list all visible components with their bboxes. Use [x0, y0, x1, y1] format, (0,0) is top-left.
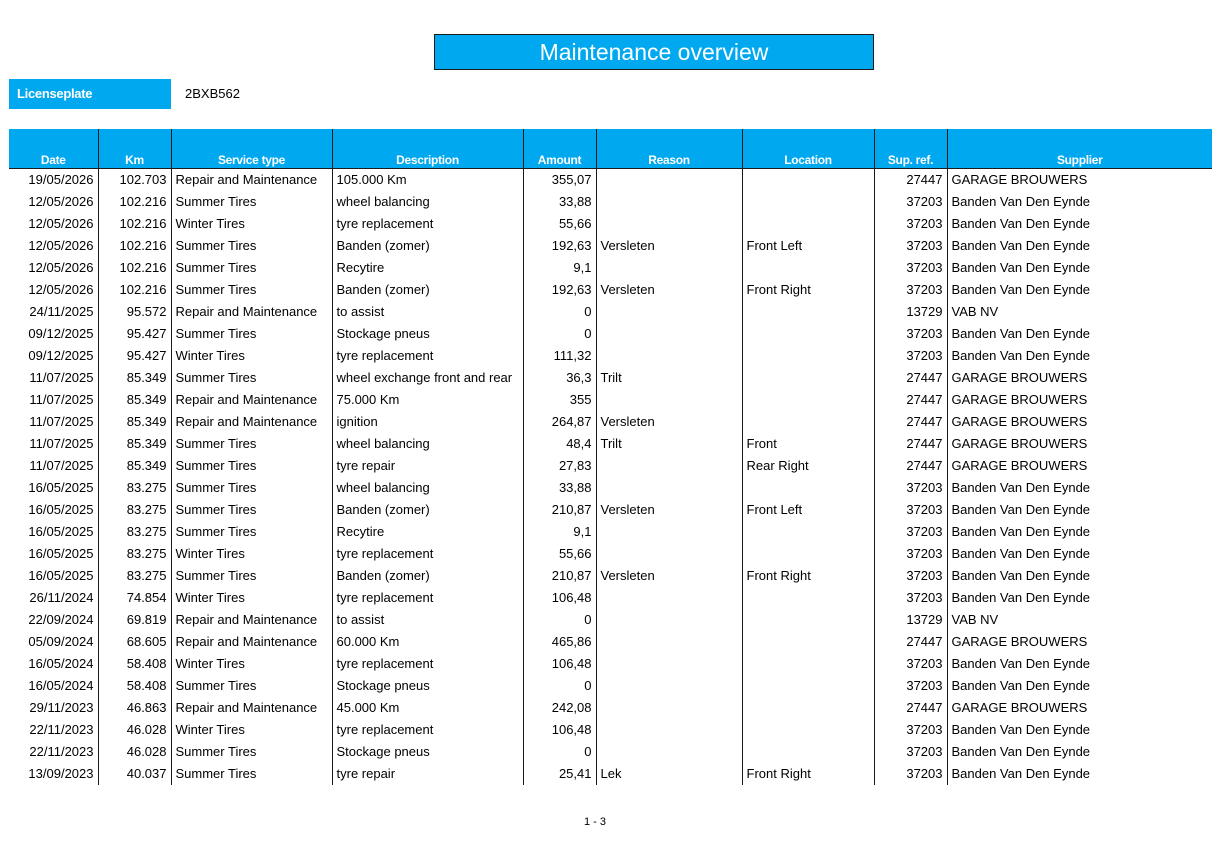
cell-supplier: Banden Van Den Eynde — [947, 719, 1212, 741]
license-plate-label: Licenseplate — [9, 79, 171, 109]
cell-reason — [596, 675, 742, 697]
cell-amount: 0 — [523, 741, 596, 763]
cell-reason — [596, 587, 742, 609]
table-row — [9, 169, 1212, 192]
cell-sup-ref: 37203 — [874, 675, 947, 697]
cell-description: wheel balancing — [332, 433, 523, 455]
cell-sup-ref: 37203 — [874, 763, 947, 785]
table-row — [9, 741, 1212, 763]
cell-sup-ref: 37203 — [874, 257, 947, 279]
cell-sup-ref: 37203 — [874, 213, 947, 235]
cell-km: 83.275 — [98, 543, 171, 565]
cell-service-type: Repair and Maintenance — [171, 411, 332, 433]
cell-description: wheel balancing — [332, 191, 523, 213]
column-header-amount: Amount — [523, 129, 596, 169]
cell-sup-ref: 27447 — [874, 411, 947, 433]
cell-location — [742, 301, 874, 323]
cell-amount: 55,66 — [523, 543, 596, 565]
column-header-sup-ref: Sup. ref. — [874, 129, 947, 169]
cell-date: 12/05/2026 — [28, 194, 94, 209]
cell-description: tyre replacement — [332, 653, 523, 675]
cell-km: 102.216 — [98, 257, 171, 279]
cell-reason — [596, 719, 742, 741]
cell-km: 102.216 — [98, 279, 171, 301]
cell-description: Recytire — [332, 521, 523, 543]
cell-amount: 210,87 — [523, 499, 596, 521]
cell-supplier: GARAGE BROUWERS — [947, 389, 1212, 411]
cell-supplier: VAB NV — [947, 609, 1212, 631]
cell-km: 69.819 — [98, 609, 171, 631]
cell-km: 85.349 — [98, 433, 171, 455]
cell-reason — [596, 741, 742, 763]
cell-description: Banden (zomer) — [332, 235, 523, 257]
cell-km: 83.275 — [98, 521, 171, 543]
cell-amount: 106,48 — [523, 653, 596, 675]
page-number: 1 - 3 — [583, 816, 606, 828]
cell-date: 19/05/2026 — [28, 172, 94, 187]
table-row — [9, 543, 1212, 565]
cell-supplier: GARAGE BROUWERS — [947, 631, 1212, 653]
cell-service-type: Summer Tires — [171, 279, 332, 301]
cell-supplier: Banden Van Den Eynde — [947, 235, 1212, 257]
cell-service-type: Repair and Maintenance — [171, 389, 332, 411]
cell-sup-ref: 37203 — [874, 741, 947, 763]
cell-location — [742, 697, 874, 719]
table-row — [9, 455, 1212, 477]
cell-description: 75.000 Km — [332, 389, 523, 411]
cell-km: 40.037 — [98, 763, 171, 785]
table-row — [9, 279, 1212, 301]
cell-supplier: Banden Van Den Eynde — [947, 257, 1212, 279]
cell-description: tyre repair — [332, 455, 523, 477]
cell-sup-ref: 27447 — [874, 697, 947, 719]
table-row — [9, 411, 1212, 433]
cell-km: 102.216 — [98, 213, 171, 235]
cell-amount: 106,48 — [523, 719, 596, 741]
cell-km: 85.349 — [98, 389, 171, 411]
cell-date: 22/11/2023 — [29, 744, 94, 759]
cell-service-type: Summer Tires — [171, 191, 332, 213]
cell-amount: 33,88 — [523, 191, 596, 213]
cell-amount: 264,87 — [523, 411, 596, 433]
cell-supplier: Banden Van Den Eynde — [947, 741, 1212, 763]
cell-location — [742, 631, 874, 653]
cell-sup-ref: 27447 — [874, 455, 947, 477]
cell-description: Banden (zomer) — [332, 565, 523, 587]
cell-amount: 242,08 — [523, 697, 596, 719]
cell-sup-ref: 27447 — [874, 367, 947, 389]
cell-supplier: Banden Van Den Eynde — [947, 345, 1212, 367]
cell-sup-ref: 37203 — [874, 719, 947, 741]
table-row — [9, 389, 1212, 411]
cell-sup-ref: 13729 — [874, 301, 947, 323]
cell-reason — [596, 631, 742, 653]
column-header-service-type: Service type — [171, 129, 332, 169]
cell-service-type: Summer Tires — [171, 521, 332, 543]
cell-date: 11/07/2025 — [29, 392, 94, 407]
cell-service-type: Summer Tires — [171, 235, 332, 257]
cell-location — [742, 367, 874, 389]
cell-date: 26/11/2024 — [29, 590, 94, 605]
cell-description: to assist — [332, 301, 523, 323]
cell-km: 95.427 — [98, 345, 171, 367]
cell-sup-ref: 37203 — [874, 235, 947, 257]
cell-amount: 355,07 — [523, 169, 596, 192]
cell-description: tyre replacement — [332, 719, 523, 741]
cell-km: 68.605 — [98, 631, 171, 653]
cell-km: 58.408 — [98, 653, 171, 675]
cell-service-type: Summer Tires — [171, 675, 332, 697]
cell-service-type: Summer Tires — [171, 565, 332, 587]
cell-supplier: Banden Van Den Eynde — [947, 191, 1212, 213]
cell-date: 22/11/2023 — [29, 722, 94, 737]
cell-supplier: Banden Van Den Eynde — [947, 279, 1212, 301]
cell-reason: Versleten — [596, 235, 742, 257]
cell-description: wheel exchange front and rear — [332, 367, 523, 389]
cell-date: 12/05/2026 — [28, 216, 94, 231]
cell-amount: 0 — [523, 609, 596, 631]
cell-location: Front Right — [742, 279, 874, 301]
cell-description: Banden (zomer) — [332, 279, 523, 301]
cell-sup-ref: 37203 — [874, 521, 947, 543]
cell-location — [742, 609, 874, 631]
cell-location — [742, 389, 874, 411]
cell-amount: 210,87 — [523, 565, 596, 587]
column-header-location: Location — [742, 129, 874, 169]
cell-amount: 111,32 — [523, 345, 596, 367]
table-row — [9, 235, 1212, 257]
cell-supplier: Banden Van Den Eynde — [947, 213, 1212, 235]
cell-amount: 192,63 — [523, 279, 596, 301]
cell-service-type: Winter Tires — [171, 653, 332, 675]
cell-description: tyre replacement — [332, 587, 523, 609]
cell-service-type: Summer Tires — [171, 499, 332, 521]
cell-km: 85.349 — [98, 411, 171, 433]
cell-date: 29/11/2023 — [29, 700, 94, 715]
cell-description: tyre replacement — [332, 213, 523, 235]
cell-amount: 55,66 — [523, 213, 596, 235]
cell-date: 12/05/2026 — [28, 260, 94, 275]
cell-reason — [596, 543, 742, 565]
cell-sup-ref: 37203 — [874, 565, 947, 587]
cell-reason: Versleten — [596, 411, 742, 433]
cell-reason — [596, 477, 742, 499]
cell-supplier: GARAGE BROUWERS — [947, 169, 1212, 192]
cell-supplier: GARAGE BROUWERS — [947, 411, 1212, 433]
cell-location — [742, 675, 874, 697]
cell-reason: Versleten — [596, 279, 742, 301]
cell-sup-ref: 27447 — [874, 433, 947, 455]
table-row — [9, 763, 1212, 785]
cell-amount: 36,3 — [523, 367, 596, 389]
cell-date: 16/05/2025 — [28, 502, 94, 517]
cell-location — [742, 191, 874, 213]
cell-description: Stockage pneus — [332, 741, 523, 763]
cell-km: 102.703 — [98, 169, 171, 192]
cell-km: 95.427 — [98, 323, 171, 345]
cell-description: Banden (zomer) — [332, 499, 523, 521]
cell-reason: Versleten — [596, 565, 742, 587]
table-row — [9, 301, 1212, 323]
cell-amount: 0 — [523, 675, 596, 697]
cell-date: 09/12/2025 — [28, 348, 94, 363]
table-row — [9, 213, 1212, 235]
table-row — [9, 565, 1212, 587]
cell-sup-ref: 37203 — [874, 323, 947, 345]
cell-location — [742, 719, 874, 741]
cell-supplier: Banden Van Den Eynde — [947, 565, 1212, 587]
cell-sup-ref: 27447 — [874, 169, 947, 192]
cell-location: Front Left — [742, 499, 874, 521]
column-header-date: Date — [9, 129, 98, 169]
cell-supplier: Banden Van Den Eynde — [947, 543, 1212, 565]
cell-km: 83.275 — [98, 477, 171, 499]
cell-date: 22/09/2024 — [28, 612, 94, 627]
table-row — [9, 499, 1212, 521]
cell-amount: 0 — [523, 323, 596, 345]
cell-service-type: Summer Tires — [171, 455, 332, 477]
cell-service-type: Repair and Maintenance — [171, 301, 332, 323]
cell-reason — [596, 169, 742, 192]
cell-date: 16/05/2025 — [28, 546, 94, 561]
cell-reason: Lek — [596, 763, 742, 785]
cell-description: to assist — [332, 609, 523, 631]
cell-service-type: Winter Tires — [171, 719, 332, 741]
cell-km: 102.216 — [98, 191, 171, 213]
cell-date: 11/07/2025 — [29, 414, 94, 429]
cell-date: 16/05/2025 — [28, 568, 94, 583]
cell-description: 105.000 Km — [332, 169, 523, 192]
cell-description: Recytire — [332, 257, 523, 279]
cell-km: 85.349 — [98, 367, 171, 389]
cell-km: 83.275 — [98, 565, 171, 587]
cell-date: 12/05/2026 — [28, 238, 94, 253]
cell-sup-ref: 37203 — [874, 543, 947, 565]
cell-sup-ref: 37203 — [874, 653, 947, 675]
cell-amount: 9,1 — [523, 521, 596, 543]
cell-km: 58.408 — [98, 675, 171, 697]
cell-service-type: Winter Tires — [171, 213, 332, 235]
cell-description: 60.000 Km — [332, 631, 523, 653]
cell-reason — [596, 455, 742, 477]
cell-supplier: Banden Van Den Eynde — [947, 499, 1212, 521]
cell-location — [742, 213, 874, 235]
page-title: Maintenance overview — [434, 34, 874, 70]
column-header-km: Km — [98, 129, 171, 169]
cell-sup-ref: 13729 — [874, 609, 947, 631]
cell-supplier: Banden Van Den Eynde — [947, 477, 1212, 499]
cell-reason: Trilt — [596, 433, 742, 455]
cell-date: 16/05/2024 — [28, 656, 94, 671]
cell-amount: 27,83 — [523, 455, 596, 477]
cell-amount: 9,1 — [523, 257, 596, 279]
cell-service-type: Repair and Maintenance — [171, 169, 332, 192]
table-row — [9, 367, 1212, 389]
cell-supplier: GARAGE BROUWERS — [947, 455, 1212, 477]
cell-supplier: GARAGE BROUWERS — [947, 697, 1212, 719]
cell-amount: 465,86 — [523, 631, 596, 653]
cell-location — [742, 653, 874, 675]
cell-supplier: GARAGE BROUWERS — [947, 367, 1212, 389]
table-row — [9, 587, 1212, 609]
table-row — [9, 631, 1212, 653]
license-plate-value: 2BXB562 — [185, 86, 240, 101]
table-row — [9, 433, 1212, 455]
cell-km: 74.854 — [98, 587, 171, 609]
cell-reason — [596, 345, 742, 367]
cell-service-type: Winter Tires — [171, 587, 332, 609]
cell-service-type: Summer Tires — [171, 433, 332, 455]
cell-supplier: Banden Van Den Eynde — [947, 653, 1212, 675]
maintenance-table — [9, 129, 1212, 785]
cell-service-type: Summer Tires — [171, 367, 332, 389]
cell-date: 12/05/2026 — [28, 282, 94, 297]
cell-sup-ref: 27447 — [874, 389, 947, 411]
cell-service-type: Summer Tires — [171, 257, 332, 279]
table-row — [9, 345, 1212, 367]
cell-description: Stockage pneus — [332, 323, 523, 345]
cell-reason — [596, 323, 742, 345]
cell-location: Rear Right — [742, 455, 874, 477]
cell-reason — [596, 389, 742, 411]
cell-sup-ref: 37203 — [874, 587, 947, 609]
cell-service-type: Winter Tires — [171, 345, 332, 367]
cell-service-type: Summer Tires — [171, 323, 332, 345]
cell-service-type: Repair and Maintenance — [171, 609, 332, 631]
cell-supplier: Banden Van Den Eynde — [947, 675, 1212, 697]
cell-amount: 355 — [523, 389, 596, 411]
cell-km: 46.028 — [98, 741, 171, 763]
cell-location: Front Right — [742, 763, 874, 785]
cell-service-type: Summer Tires — [171, 763, 332, 785]
cell-supplier: Banden Van Den Eynde — [947, 323, 1212, 345]
cell-date: 11/07/2025 — [29, 458, 94, 473]
cell-km: 95.572 — [98, 301, 171, 323]
cell-date: 24/11/2025 — [29, 304, 94, 319]
table-body — [9, 169, 1212, 786]
table-row — [9, 719, 1212, 741]
cell-description: 45.000 Km — [332, 697, 523, 719]
cell-location: Front — [742, 433, 874, 455]
cell-service-type: Summer Tires — [171, 477, 332, 499]
column-header-reason: Reason — [596, 129, 742, 169]
cell-supplier: Banden Van Den Eynde — [947, 587, 1212, 609]
cell-reason — [596, 257, 742, 279]
column-header-description: Description — [332, 129, 523, 169]
cell-date: 05/09/2024 — [28, 634, 94, 649]
cell-reason — [596, 609, 742, 631]
cell-reason — [596, 697, 742, 719]
cell-location — [742, 411, 874, 433]
cell-amount: 48,4 — [523, 433, 596, 455]
cell-km: 85.349 — [98, 455, 171, 477]
cell-service-type: Summer Tires — [171, 741, 332, 763]
cell-description: tyre replacement — [332, 543, 523, 565]
cell-location — [742, 543, 874, 565]
cell-km: 102.216 — [98, 235, 171, 257]
cell-date: 13/09/2023 — [28, 766, 94, 781]
cell-service-type: Winter Tires — [171, 543, 332, 565]
cell-supplier: Banden Van Den Eynde — [947, 521, 1212, 543]
table-row — [9, 191, 1212, 213]
cell-supplier: GARAGE BROUWERS — [947, 433, 1212, 455]
cell-reason — [596, 521, 742, 543]
cell-location: Front Right — [742, 565, 874, 587]
cell-amount: 33,88 — [523, 477, 596, 499]
table-row — [9, 521, 1212, 543]
cell-reason — [596, 653, 742, 675]
cell-description: wheel balancing — [332, 477, 523, 499]
cell-description: Stockage pneus — [332, 675, 523, 697]
cell-service-type: Repair and Maintenance — [171, 697, 332, 719]
cell-location — [742, 587, 874, 609]
cell-sup-ref: 37203 — [874, 477, 947, 499]
cell-location — [742, 741, 874, 763]
table-row — [9, 477, 1212, 499]
cell-reason: Trilt — [596, 367, 742, 389]
cell-description: ignition — [332, 411, 523, 433]
cell-sup-ref: 37203 — [874, 191, 947, 213]
cell-amount: 106,48 — [523, 587, 596, 609]
table-row — [9, 697, 1212, 719]
cell-description: tyre replacement — [332, 345, 523, 367]
table-row — [9, 257, 1212, 279]
cell-location — [742, 345, 874, 367]
cell-amount: 0 — [523, 301, 596, 323]
cell-date: 16/05/2024 — [28, 678, 94, 693]
cell-sup-ref: 37203 — [874, 345, 947, 367]
cell-reason — [596, 213, 742, 235]
table-header-row — [9, 129, 1212, 169]
column-header-supplier: Supplier — [947, 129, 1212, 169]
cell-sup-ref: 37203 — [874, 499, 947, 521]
cell-date: 16/05/2025 — [28, 480, 94, 495]
cell-location — [742, 477, 874, 499]
cell-service-type: Repair and Maintenance — [171, 631, 332, 653]
table-row — [9, 675, 1212, 697]
cell-amount: 192,63 — [523, 235, 596, 257]
cell-km: 46.028 — [98, 719, 171, 741]
cell-amount: 25,41 — [523, 763, 596, 785]
cell-reason: Versleten — [596, 499, 742, 521]
cell-date: 11/07/2025 — [29, 436, 94, 451]
cell-location — [742, 169, 874, 192]
cell-location — [742, 521, 874, 543]
table-row — [9, 653, 1212, 675]
cell-description: tyre repair — [332, 763, 523, 785]
cell-km: 83.275 — [98, 499, 171, 521]
cell-location: Front Left — [742, 235, 874, 257]
cell-supplier: Banden Van Den Eynde — [947, 763, 1212, 785]
table-row — [9, 609, 1212, 631]
cell-supplier: VAB NV — [947, 301, 1212, 323]
cell-date: 09/12/2025 — [28, 326, 94, 341]
cell-location — [742, 323, 874, 345]
table-row — [9, 323, 1212, 345]
cell-sup-ref: 27447 — [874, 631, 947, 653]
cell-sup-ref: 37203 — [874, 279, 947, 301]
cell-date: 11/07/2025 — [29, 370, 94, 385]
cell-location — [742, 257, 874, 279]
cell-reason — [596, 301, 742, 323]
cell-km: 46.863 — [98, 697, 171, 719]
cell-date: 16/05/2025 — [28, 524, 94, 539]
cell-reason — [596, 191, 742, 213]
